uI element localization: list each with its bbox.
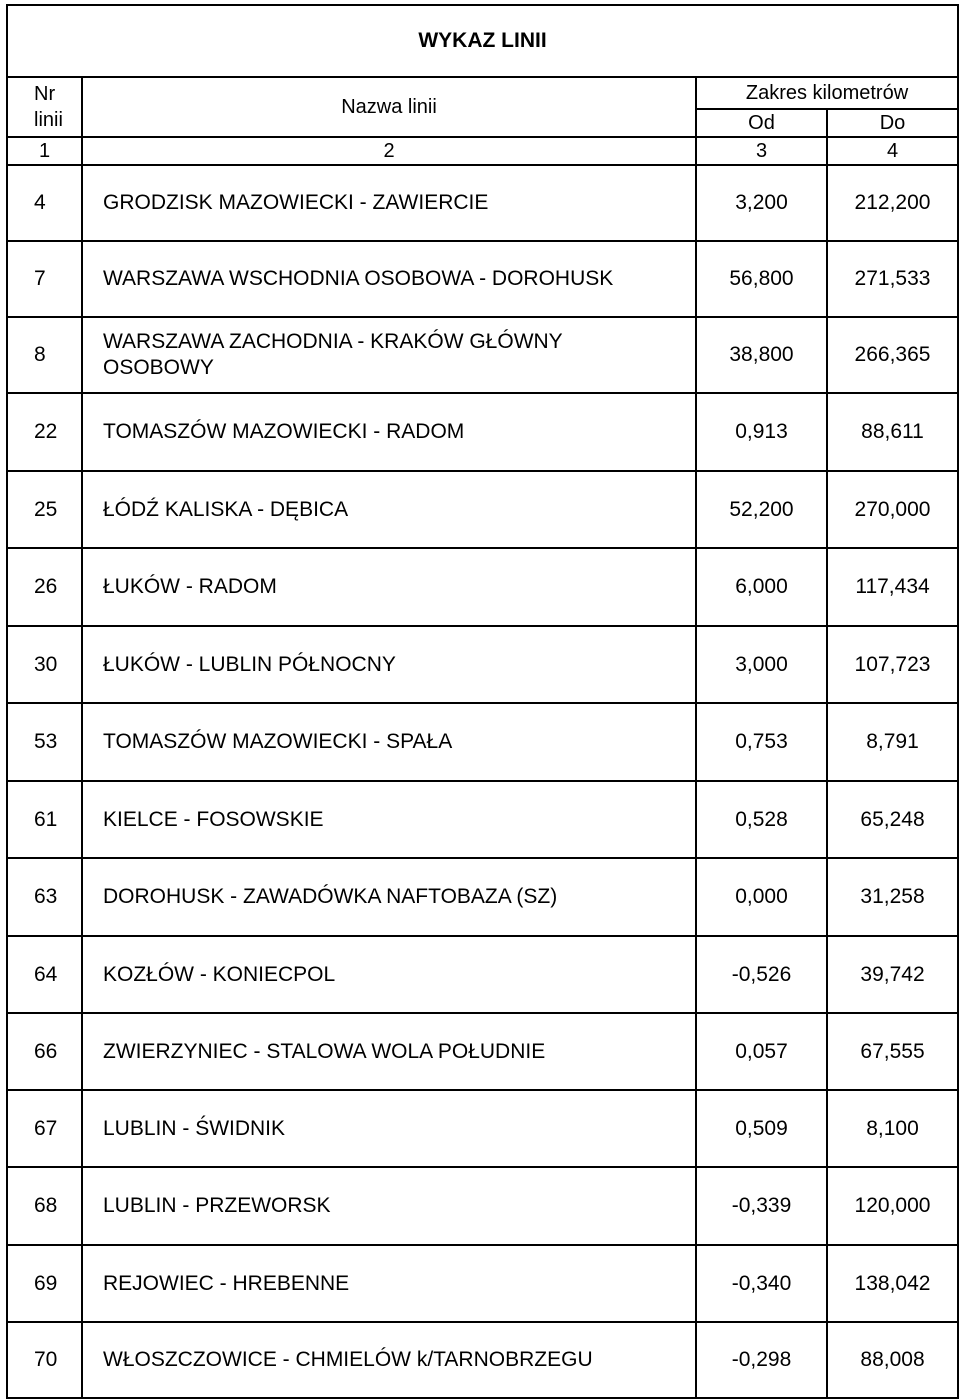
header-range: Zakres kilometrów — [696, 77, 958, 109]
column-number-2: 2 — [82, 137, 696, 165]
row-from: 56,800 — [696, 241, 827, 317]
row-name: LUBLIN - PRZEWORSK — [82, 1167, 696, 1245]
header-nr — [7, 77, 82, 137]
row-nr: 7 — [7, 241, 82, 317]
row-to: 65,248 — [827, 781, 958, 858]
row-to: 117,434 — [827, 548, 958, 626]
row-name: WŁOSZCZOWICE - CHMIELÓW k/TARNOBRZEGU — [82, 1322, 696, 1398]
row-nr: 61 — [7, 781, 82, 858]
row-from: 3,000 — [696, 626, 827, 703]
row-to: 271,533 — [827, 241, 958, 317]
row-name: WARSZAWA WSCHODNIA OSOBOWA - DOROHUSK — [82, 241, 696, 317]
row-to: 266,365 — [827, 317, 958, 393]
table-row — [7, 936, 958, 1013]
row-to: 138,042 — [827, 1245, 958, 1322]
row-to: 39,742 — [827, 936, 958, 1013]
line-list-table — [6, 4, 959, 1399]
row-from: 3,200 — [696, 165, 827, 241]
row-name: DOROHUSK - ZAWADÓWKA NAFTOBAZA (SZ) — [82, 858, 696, 936]
row-nr: 64 — [7, 936, 82, 1013]
row-name: KIELCE - FOSOWSKIE — [82, 781, 696, 858]
row-nr: 8 — [7, 317, 82, 393]
row-name: TOMASZÓW MAZOWIECKI - RADOM — [82, 393, 696, 471]
row-from: 38,800 — [696, 317, 827, 393]
header-to: Do — [827, 109, 958, 137]
row-nr: 68 — [7, 1167, 82, 1245]
table-row — [7, 1090, 958, 1167]
row-to: 8,791 — [827, 703, 958, 781]
row-name: ZWIERZYNIEC - STALOWA WOLA POŁUDNIE — [82, 1013, 696, 1090]
row-nr: 4 — [7, 165, 82, 241]
row-from: 0,057 — [696, 1013, 827, 1090]
row-to: 107,723 — [827, 626, 958, 703]
table-row — [7, 393, 958, 471]
table-row — [7, 1245, 958, 1322]
table-row — [7, 471, 958, 548]
table-row — [7, 548, 958, 626]
header-nr-line1: Nr — [34, 83, 56, 105]
row-to: 120,000 — [827, 1167, 958, 1245]
row-name: ŁÓDŹ KALISKA - DĘBICA — [82, 471, 696, 548]
header-from: Od — [696, 109, 827, 137]
row-from: 0,528 — [696, 781, 827, 858]
row-to: 88,611 — [827, 393, 958, 471]
table-row — [7, 626, 958, 703]
row-name: LUBLIN - ŚWIDNIK — [82, 1090, 696, 1167]
row-name: TOMASZÓW MAZOWIECKI - SPAŁA — [82, 703, 696, 781]
row-name: REJOWIEC - HREBENNE — [82, 1245, 696, 1322]
row-nr: 22 — [7, 393, 82, 471]
row-to: 31,258 — [827, 858, 958, 936]
row-from: 6,000 — [696, 548, 827, 626]
table-row — [7, 241, 958, 317]
row-from: 0,000 — [696, 858, 827, 936]
row-from: 0,913 — [696, 393, 827, 471]
row-name: ŁUKÓW - LUBLIN PÓŁNOCNY — [82, 626, 696, 703]
row-nr: 63 — [7, 858, 82, 936]
row-to: 88,008 — [827, 1322, 958, 1398]
row-nr: 26 — [7, 548, 82, 626]
row-from: 0,753 — [696, 703, 827, 781]
row-from: 52,200 — [696, 471, 827, 548]
table-row — [7, 1322, 958, 1398]
table-row — [7, 165, 958, 241]
row-nr: 53 — [7, 703, 82, 781]
row-from: 0,509 — [696, 1090, 827, 1167]
row-to: 8,100 — [827, 1090, 958, 1167]
row-nr: 25 — [7, 471, 82, 548]
column-number-1: 1 — [7, 137, 82, 165]
header-name: Nazwa linii — [82, 77, 696, 137]
table-row — [7, 1013, 958, 1090]
column-number-4: 4 — [827, 137, 958, 165]
row-name: KOZŁÓW - KONIECPOL — [82, 936, 696, 1013]
row-from: -0,298 — [696, 1322, 827, 1398]
row-name: ŁUKÓW - RADOM — [82, 548, 696, 626]
table-row — [7, 1167, 958, 1245]
table-row — [7, 317, 958, 393]
row-to: 270,000 — [827, 471, 958, 548]
row-nr: 30 — [7, 626, 82, 703]
table-row — [7, 703, 958, 781]
row-to: 67,555 — [827, 1013, 958, 1090]
row-from: -0,526 — [696, 936, 827, 1013]
row-name: WARSZAWA ZACHODNIA - KRAKÓW GŁÓWNY OSOBOWY — [82, 317, 696, 393]
row-from: -0,339 — [696, 1167, 827, 1245]
page-title: WYKAZ LINII — [7, 5, 958, 77]
row-nr: 69 — [7, 1245, 82, 1322]
row-name: GRODZISK MAZOWIECKI - ZAWIERCIE — [82, 165, 696, 241]
header-nr-line2: linii — [34, 109, 63, 131]
row-nr: 70 — [7, 1322, 82, 1398]
row-nr: 67 — [7, 1090, 82, 1167]
table-row — [7, 858, 958, 936]
row-from: -0,340 — [696, 1245, 827, 1322]
row-to: 212,200 — [827, 165, 958, 241]
table-row — [7, 781, 958, 858]
row-nr: 66 — [7, 1013, 82, 1090]
column-number-3: 3 — [696, 137, 827, 165]
